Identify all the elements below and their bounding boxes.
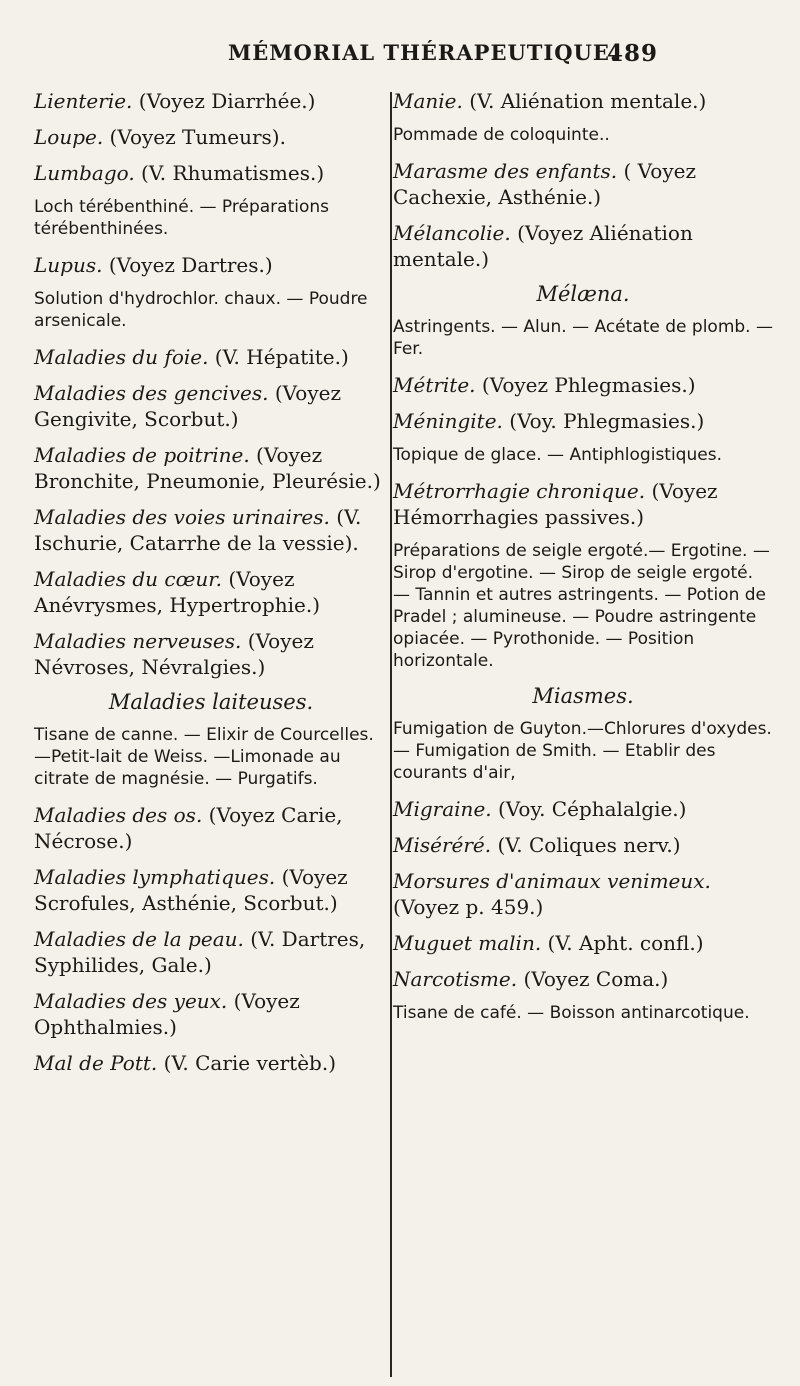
entry-reference: (V. Carie vertèb.) bbox=[157, 1051, 337, 1075]
entry-heading: Maladies des voies urinaires. bbox=[34, 505, 330, 529]
index-entry bbox=[393, 832, 773, 858]
centered-heading: Maladies laiteuses. bbox=[108, 690, 314, 714]
entry-heading: Métrorrhagie chronique. bbox=[393, 479, 646, 503]
entry-reference: (Voyez Gengivite, Scorbut.) bbox=[34, 381, 341, 431]
remedy-text: Astringents. — Alun. — Acétate de plomb. — Fer. bbox=[393, 317, 773, 359]
entry-heading: Lupus. bbox=[34, 253, 103, 277]
remedy-text: Pommade de coloquinte.. bbox=[393, 125, 610, 145]
entry-heading: Maladies nerveuses. bbox=[34, 629, 242, 653]
index-entry bbox=[34, 442, 388, 494]
entry-reference: (V. Hépatite.) bbox=[208, 345, 349, 369]
remedy-text: Tisane de café. — Boisson antinarcotique. bbox=[393, 1003, 750, 1023]
index-entry bbox=[34, 1050, 388, 1076]
entry-reference: (V. Dartres, Syphilides, Gale.) bbox=[34, 927, 366, 977]
remedy-text: Solution d'hydrochlor. chaux. — Poudre arsenicale. bbox=[34, 289, 368, 331]
page-number: 489 bbox=[606, 40, 658, 67]
remedy-text: Loch térébenthiné. — Préparations térébenthinées. bbox=[34, 197, 329, 239]
index-entry bbox=[393, 408, 773, 434]
entry-reference: (Voy. Céphalalgie.) bbox=[491, 797, 687, 821]
entry-heading: Maladies des os. bbox=[34, 803, 203, 827]
entry-reference: (Voyez Bronchite, Pneumonie, Pleurésie.) bbox=[34, 443, 381, 493]
entry-heading: Loupe. bbox=[34, 125, 104, 149]
entry-heading: Maladies des gencives. bbox=[34, 381, 269, 405]
entry-heading: Muguet malin. bbox=[393, 931, 542, 955]
index-entry bbox=[393, 88, 773, 114]
entry-reference: (Voyez p. 459.) bbox=[393, 895, 544, 919]
index-entry bbox=[34, 802, 388, 854]
index-entry bbox=[34, 160, 388, 186]
entry-reference: (V. Aliénation mentale.) bbox=[462, 89, 707, 113]
entry-reference: (V. Apht. confl.) bbox=[541, 931, 704, 955]
entry-heading: Maladies du foie. bbox=[34, 345, 209, 369]
centered-heading: Miasmes. bbox=[532, 684, 634, 708]
remedy-text: Tisane de canne. — Elixir de Courcelles. —Petit-lait de Weiss. —Limonade au citrate de magnésie. — Purgatifs. bbox=[34, 725, 374, 789]
right-column bbox=[393, 88, 773, 1036]
entry-reference: (Voyez Dartres.) bbox=[102, 253, 273, 277]
entry-heading: Miséréré. bbox=[393, 833, 492, 857]
entry-heading: Maladies de la peau. bbox=[34, 927, 244, 951]
entry-reference: (Voyez Diarrhée.) bbox=[132, 89, 316, 113]
index-entry bbox=[34, 88, 388, 114]
entry-reference: (Voyez Anévrysmes, Hypertrophie.) bbox=[34, 567, 321, 617]
index-entry bbox=[34, 344, 388, 370]
index-entry bbox=[393, 220, 773, 272]
left-column bbox=[34, 88, 388, 1086]
entry-reference: (Voyez Scrofules, Asthénie, Scorbut.) bbox=[34, 865, 348, 915]
entry-heading: Narcotisme. bbox=[393, 967, 518, 991]
running-header bbox=[228, 40, 658, 65]
entry-heading: Mélancolie. bbox=[393, 221, 511, 245]
entry-heading: Migraine. bbox=[393, 797, 492, 821]
index-entry bbox=[34, 988, 388, 1040]
entry-heading: Marasme des enfants. bbox=[393, 159, 618, 183]
entry-heading: Maladies des yeux. bbox=[34, 989, 228, 1013]
remedy-text: Préparations de seigle ergoté.— Ergotine. — Sirop d'ergotine. — Sirop de seigle ergoté. — Tannin et autres astringents. — Potion de Pradel ; alumineuse. — Poudre astringente opiacée. — Pyrothonide. — Position horizontale. bbox=[393, 541, 770, 671]
entry-reference: (V. Ischurie, Catarrhe de la vessie). bbox=[34, 505, 362, 555]
entry-reference: (Voyez Phlegmasies.) bbox=[475, 373, 696, 397]
index-entry bbox=[393, 478, 773, 530]
entry-heading: Maladies du cœur. bbox=[34, 567, 222, 591]
index-entry bbox=[393, 796, 773, 822]
entry-reference: ( Voyez Cachexie, Asthénie.) bbox=[393, 159, 696, 209]
index-entry bbox=[34, 864, 388, 916]
entry-reference: (Voyez Aliénation mentale.) bbox=[393, 221, 693, 271]
index-entry bbox=[393, 930, 773, 956]
entry-reference: (Voyez Tumeurs). bbox=[103, 125, 286, 149]
entry-heading: Méningite. bbox=[393, 409, 503, 433]
remedy-text: Fumigation de Guyton.—Chlorures d'oxydes. — Fumigation de Smith. — Etablir des courants d'air, bbox=[393, 719, 772, 783]
index-entry bbox=[393, 868, 773, 920]
header-title: MÉMORIAL THÉRAPEUTIQUE. bbox=[228, 40, 619, 65]
entry-reference: (Voyez Hémorrhagies passives.) bbox=[393, 479, 718, 529]
entry-reference: (Voy. Phlegmasies.) bbox=[502, 409, 705, 433]
entry-heading: Maladies de poitrine. bbox=[34, 443, 250, 467]
entry-heading: Lumbago. bbox=[34, 161, 135, 185]
index-entry bbox=[34, 926, 388, 978]
entry-reference: (V. Coliques nerv.) bbox=[491, 833, 681, 857]
entry-reference: (Voyez Coma.) bbox=[517, 967, 669, 991]
entry-heading: Maladies lymphatiques. bbox=[34, 865, 276, 889]
column-divider bbox=[390, 92, 392, 1377]
centered-heading: Mélæna. bbox=[536, 282, 630, 306]
index-entry bbox=[34, 124, 388, 150]
entry-reference: (Voyez Ophthalmies.) bbox=[34, 989, 300, 1039]
entry-heading: Mal de Pott. bbox=[34, 1051, 158, 1075]
entry-reference: (V. Rhumatismes.) bbox=[134, 161, 325, 185]
index-entry bbox=[34, 504, 388, 556]
entry-reference: (Voyez Névroses, Névralgies.) bbox=[34, 629, 314, 679]
entry-heading: Morsures d'animaux venimeux. bbox=[393, 869, 711, 893]
entry-heading: Lienterie. bbox=[34, 89, 133, 113]
index-entry bbox=[393, 158, 773, 210]
index-entry bbox=[34, 566, 388, 618]
index-entry bbox=[34, 380, 388, 432]
entry-reference: (Voyez Carie, Nécrose.) bbox=[34, 803, 343, 853]
index-entry bbox=[393, 372, 773, 398]
index-entry bbox=[393, 966, 773, 992]
entry-heading: Métrite. bbox=[393, 373, 476, 397]
index-entry bbox=[34, 628, 388, 680]
remedy-text: Topique de glace. — Antiphlogistiques. bbox=[393, 445, 722, 465]
entry-heading: Manie. bbox=[393, 89, 463, 113]
index-entry bbox=[34, 252, 388, 278]
